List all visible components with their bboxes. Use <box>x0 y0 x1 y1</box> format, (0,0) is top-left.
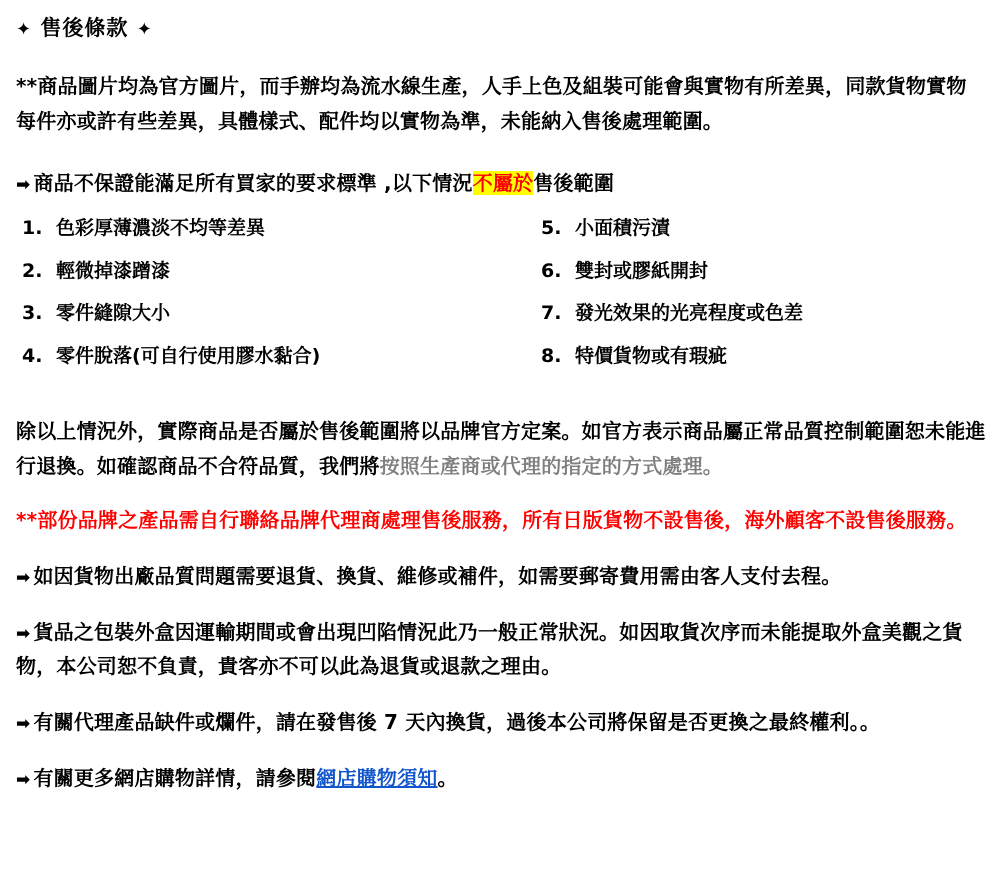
list-item-number: 3. <box>22 302 43 325</box>
bullet-more-info-after: 。 <box>437 766 458 791</box>
policy-paragraph <box>16 414 986 483</box>
list-item <box>22 257 501 286</box>
intro-paragraph: **商品圖片均為官方圖片，而手辦均為流水線生產，人手上色及組裝可能會與實物有所差異，同款貨物實物每件亦或許有些差異，具體樣式、配件均以實物為準，未能納入售後處理範圍。 <box>16 74 967 133</box>
list-item-number: 2. <box>22 259 43 282</box>
arrow-right-icon: ➡ <box>16 175 31 196</box>
list-item-number: 7. <box>541 302 562 325</box>
policy-paragraph-grey: 按照生產商或代理的指定的方式處理。 <box>379 453 724 478</box>
list-item <box>22 342 501 371</box>
scope-heading-before: 商品不保證能滿足所有買家的要求標準 ,以下情況 <box>33 171 473 196</box>
policy-paragraph-black: 除以上情況外，實際商品是否屬於售後範圍將以品牌官方定案。如官方表示商品屬正常品質控制範圍恕未能進行退換。如確認商品不合符品質，我們將 <box>16 419 986 478</box>
bullet-shipping-fee <box>16 559 986 593</box>
red-notice-paragraph: **部份品牌之產品需自行聯絡品牌代理商處理售後服務，所有日版貨物不設售後，海外顧客不設售後服務。 <box>16 507 967 532</box>
exclusion-list-right <box>501 214 986 384</box>
scope-heading-after: 售後範圍 <box>533 171 615 196</box>
list-item-number: 8. <box>541 344 562 367</box>
list-item-label: 零件脫落(可自行使用膠水黏合) <box>56 344 321 367</box>
bullet-shipping-fee-text: 如因貨物出廠品質問題需要退貨、換貨、維修或補件，如需要郵寄費用需由客人支付去程。 <box>33 564 842 589</box>
list-item-label: 發光效果的光亮程度或色差 <box>575 302 804 325</box>
star-left-icon: ✦ <box>16 19 33 40</box>
arrow-right-icon: ➡ <box>16 770 31 791</box>
list-item <box>541 299 986 328</box>
shopping-guide-link[interactable]: 網店購物須知 <box>316 766 438 791</box>
exclusion-lists <box>16 214 986 384</box>
list-item <box>541 214 986 243</box>
page-title <box>16 14 986 43</box>
bullet-exchange-period-text: 有關代理產品缺件或爛件，請在發售後 7 天內換貨，過後本公司將保留是否更換之最終權利。。 <box>33 710 881 735</box>
arrow-right-icon: ➡ <box>16 624 31 645</box>
list-item <box>22 214 501 243</box>
star-right-icon: ✦ <box>136 19 153 40</box>
list-item-number: 4. <box>22 344 43 367</box>
bullet-more-info <box>16 761 986 795</box>
list-item <box>541 257 986 286</box>
list-item-number: 5. <box>541 217 562 240</box>
arrow-right-icon: ➡ <box>16 568 31 589</box>
bullet-more-info-before: 有關更多網店購物詳情，請參閱 <box>33 766 317 791</box>
list-item <box>22 299 501 328</box>
list-item-label: 輕微掉漆蹭漆 <box>56 259 171 282</box>
list-item-label: 色彩厚薄濃淡不均等差異 <box>56 217 266 240</box>
list-item-label: 零件縫隙大小 <box>56 302 171 325</box>
bullet-packaging-condition-text: 貨品之包裝外盒因運輸期間或會出現凹陷情況此乃一般正常狀況。如因取貨次序而未能提取外盒美觀之貨物，本公司恕不負責，貴客亦不可以此為退貨或退款之理由。 <box>16 620 963 679</box>
list-item-number: 1. <box>22 217 43 240</box>
list-item-label: 雙封或膠紙開封 <box>575 259 709 282</box>
scope-highlight: 不屬於 <box>472 171 534 196</box>
arrow-right-icon: ➡ <box>16 714 31 735</box>
page-title-text: 售後條款 <box>40 16 129 40</box>
bullet-packaging-condition <box>16 615 986 683</box>
list-item-label: 小面積污漬 <box>575 217 671 240</box>
bullet-exchange-period <box>16 705 986 739</box>
exclusion-list-left <box>16 214 501 384</box>
list-item <box>541 342 986 371</box>
scope-heading <box>16 166 986 200</box>
list-item-number: 6. <box>541 259 562 282</box>
list-item-label: 特價貨物或有瑕疵 <box>575 344 728 367</box>
